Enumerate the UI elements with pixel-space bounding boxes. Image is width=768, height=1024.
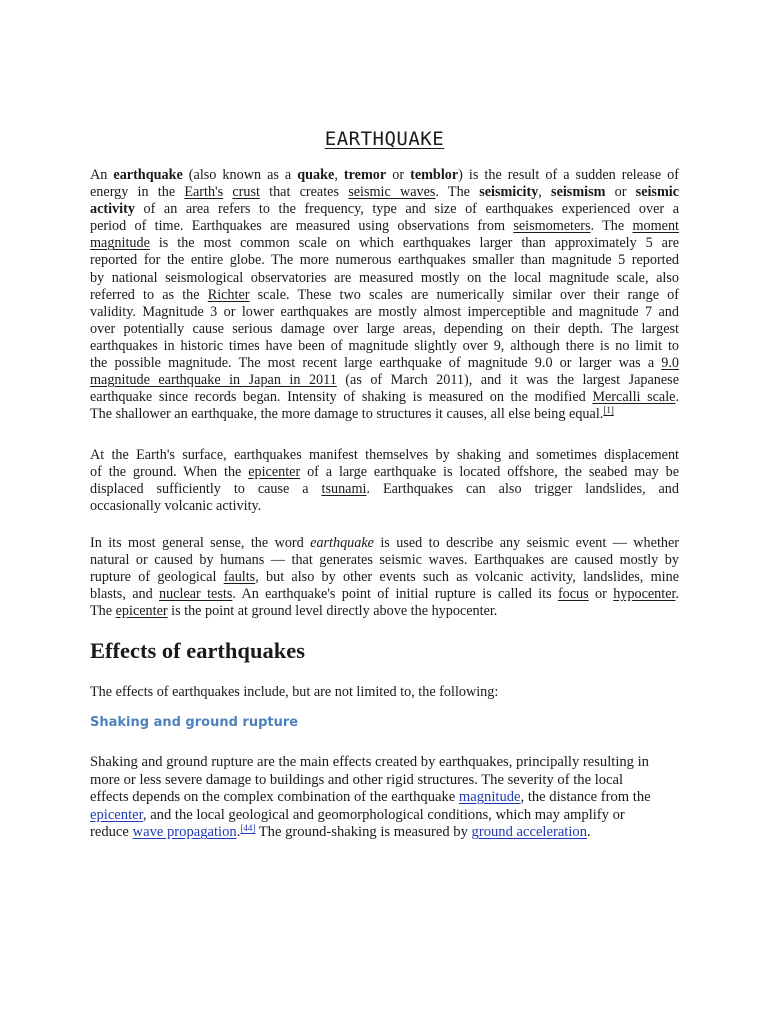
link-nuclear-tests[interactable]: nuclear tests — [159, 586, 233, 603]
text-line: earthquakes in historic times have been of magnitude slightly over 9, although there is no limit to — [90, 337, 679, 354]
term-earthquake-italic: earthquake — [310, 535, 374, 551]
text-line — [90, 464, 679, 481]
text-run: In its most general sense, the word — [90, 535, 311, 551]
link-crust[interactable]: crust — [232, 184, 260, 201]
text-line — [90, 824, 679, 842]
text-run: . Earthquakes can also trigger landslides, and — [366, 481, 679, 498]
text-run — [223, 184, 232, 200]
text-run: of an area refers to the frequency, type and size of earthquakes experienced over a — [134, 201, 679, 218]
text-run: rupture of geological — [90, 569, 224, 586]
text-run: is used to describe any seismic event — whether — [373, 535, 679, 551]
text-run: or — [588, 586, 614, 603]
text-line — [90, 406, 679, 423]
link-japan-2011-part1[interactable]: 9.0 — [661, 355, 679, 372]
text-line: Shaking and ground rupture are the main effects created by earthquakes, principally resulting in — [90, 754, 649, 770]
link-earths[interactable]: Earth's — [184, 184, 224, 201]
text-run: , — [334, 167, 344, 183]
link-magnitude-2[interactable]: magnitude — [458, 789, 521, 806]
text-run: of a large earthquake is located offshore, the seabed may be — [300, 464, 679, 481]
link-moment[interactable]: moment — [632, 218, 679, 235]
text-line — [90, 481, 679, 498]
text-run: . — [675, 389, 679, 406]
text-run: blasts, and — [90, 586, 160, 603]
text-line — [90, 603, 679, 620]
text-line — [90, 807, 679, 825]
term-quake: quake — [297, 167, 335, 183]
citation-1[interactable]: [1] — [603, 405, 614, 416]
link-focus[interactable]: focus — [557, 586, 589, 603]
link-magnitude[interactable]: magnitude — [90, 235, 150, 252]
text-run: . The — [435, 184, 480, 201]
text-line — [90, 389, 679, 406]
section-heading-effects: Effects of earthquakes — [90, 638, 305, 663]
link-japan-2011-part2[interactable]: magnitude earthquake in Japan in 2011 — [90, 372, 337, 389]
text-line — [90, 235, 679, 252]
term-earthquake: earthquake — [113, 167, 183, 183]
text-run: of the ground. When the — [90, 464, 249, 481]
text-line — [90, 535, 679, 552]
text-line: reported for the entire globe. The more numerous earthquakes smaller than magnitude 5 reported — [90, 252, 679, 269]
text-run: (as of March 2011), and it was the largest Japanese — [336, 372, 679, 389]
text-line — [90, 218, 679, 235]
link-epicenter[interactable]: epicenter — [248, 464, 301, 481]
term-seismic: seismic — [635, 184, 680, 201]
text-run: or — [605, 184, 636, 201]
definition-paragraph — [90, 535, 679, 620]
link-tsunami[interactable]: tsunami — [321, 481, 367, 498]
text-line — [90, 586, 679, 603]
text-run: The ground-shaking is measured by — [255, 824, 472, 841]
text-run: , and the local geological and geomorphological conditions, which may amplify or — [142, 806, 625, 823]
link-epicenter-2[interactable]: epicenter — [115, 603, 168, 620]
text-run: period of time. Earthquakes are measured using observations from — [90, 218, 514, 235]
text-line: The effects of earthquakes include, but are not limited to, the following: — [90, 684, 499, 700]
text-line — [90, 184, 679, 201]
shaking-paragraph — [90, 754, 679, 842]
text-run: energy in the — [90, 184, 185, 201]
text-run: ) is the result of a sudden release of — [458, 167, 680, 183]
text-run: . — [587, 824, 591, 841]
text-run: . An earthquake's point of initial rupture is called its — [232, 586, 558, 603]
text-line: natural or caused by humans — that generates seismic waves. Earthquakes are caused mostly by — [90, 552, 679, 569]
text-line: more or less severe damage to buildings and other rigid structures. The severity of the local — [90, 771, 624, 788]
citation-44[interactable]: [44] — [240, 823, 256, 834]
text-run: . The — [590, 218, 633, 235]
text-run: is the point at ground level directly above the hypocenter. — [167, 603, 498, 620]
text-run: The — [90, 603, 116, 620]
effects-intro — [90, 684, 679, 701]
term-seismicity: seismicity — [479, 184, 539, 201]
text-run: , but also by other events such as volcanic activity, landslides, mine — [255, 569, 679, 586]
text-run: An — [90, 167, 114, 183]
text-run: that creates — [259, 184, 349, 201]
text-run: , the distance from the — [520, 789, 651, 806]
text-run: or — [386, 167, 411, 183]
link-mercalli-scale[interactable]: Mercalli scale — [592, 389, 676, 406]
text-line: occasionally volcanic activity. — [90, 498, 262, 515]
document-title: EARTHQUAKE — [324, 128, 445, 150]
surface-paragraph — [90, 447, 679, 515]
text-line: by national seismological observatories are measured mostly on the local magnitude scale, also — [90, 269, 679, 286]
link-epicenter-3[interactable]: epicenter — [90, 806, 143, 823]
link-hypocenter[interactable]: hypocenter — [613, 586, 676, 603]
link-ground-acceleration[interactable]: ground acceleration — [471, 824, 588, 841]
text-line — [90, 167, 679, 184]
text-run: (also known as a — [182, 167, 298, 183]
text-run: earthquake since records began. Intensity of shaking is measured on the modified — [90, 389, 593, 406]
text-line — [90, 569, 679, 586]
text-run: is the most common scale on which earthquakes larger than approximately 5 are — [149, 235, 679, 252]
text-line — [90, 355, 679, 372]
link-seismometers[interactable]: seismometers — [513, 218, 591, 235]
text-run: effects depends on the complex combination of the earthquake — [90, 789, 459, 806]
text-run: , — [538, 184, 552, 201]
text-line — [90, 287, 679, 304]
text-run: displaced sufficiently to cause a — [90, 481, 322, 498]
text-run: . — [675, 586, 679, 603]
link-faults[interactable]: faults — [223, 569, 256, 586]
text-run: reduce — [90, 824, 133, 841]
link-wave-propagation[interactable]: wave propagation — [132, 824, 237, 841]
term-tremor: tremor — [343, 167, 387, 183]
text-line: At the Earth's surface, earthquakes manifest themselves by shaking and sometimes displacement — [90, 447, 679, 463]
term-seismism: seismism — [551, 184, 606, 201]
text-line: over potentially cause serious damage over large areas, depending on their depth. The largest — [90, 320, 679, 337]
text-run: The shallower an earthquake, the more damage to structures it causes, all else being equal. — [90, 406, 604, 423]
term-activity: activity — [90, 201, 135, 218]
text-run: referred to as the — [90, 286, 208, 303]
subsection-heading-shaking: Shaking and ground rupture — [90, 715, 299, 730]
text-line — [90, 789, 679, 807]
text-line: validity. Magnitude 3 or lower earthquakes are mostly almost imperceptible and magnitude 7 and — [90, 303, 679, 320]
text-run: the possible magnitude. The most recent large earthquake of magnitude 9.0 or larger was a — [90, 355, 662, 372]
term-temblor: temblor — [410, 167, 459, 183]
text-run: scale. These two scales are numerically similar over their range of — [249, 286, 679, 303]
link-seismic-waves[interactable]: seismic waves — [348, 184, 436, 201]
text-line — [90, 201, 679, 218]
text-line — [90, 372, 679, 389]
link-richter[interactable]: Richter — [207, 286, 250, 303]
text-run: . — [236, 824, 241, 841]
intro-paragraph — [90, 167, 679, 423]
